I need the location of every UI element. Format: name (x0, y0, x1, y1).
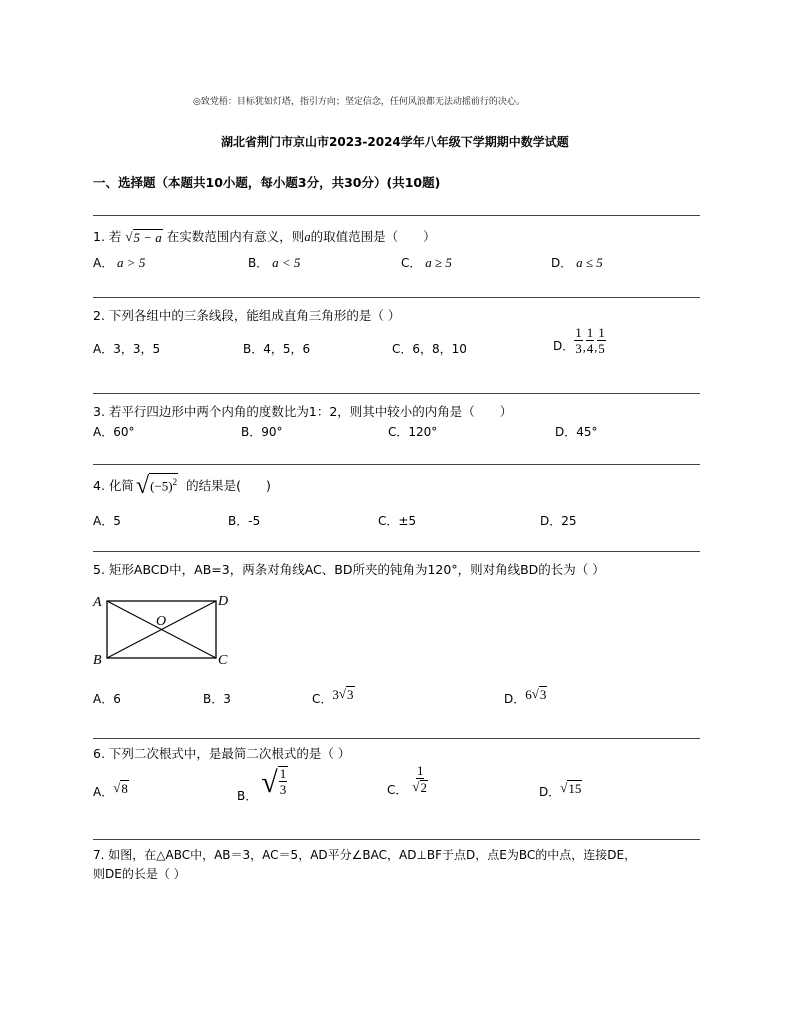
q4-exponent: 2 (172, 477, 178, 487)
option-label: C． (312, 692, 333, 706)
q4-option-c[interactable] (378, 512, 416, 529)
q4-prefix: 4. 化简 (93, 478, 134, 493)
option-label: D． (540, 514, 562, 528)
question-6-stem: 6. 下列二次根式中，是最简二次根式的是（ ） (93, 746, 351, 761)
q6-option-c[interactable] (387, 763, 429, 797)
q4-radicand: (−5) (150, 478, 173, 494)
denominator: 3 (575, 341, 582, 356)
q1-option-a[interactable] (93, 254, 145, 271)
option-text: 60° (113, 425, 135, 439)
option-label: B． (243, 342, 264, 356)
option-text: 5 (113, 514, 121, 528)
option-label: A． (93, 785, 114, 799)
option-label: D． (551, 256, 573, 270)
radicand: 3 (539, 687, 547, 702)
divider (93, 738, 700, 739)
numerator: 1 (279, 766, 287, 781)
question-4-stem (93, 473, 271, 500)
q5-option-c[interactable] (312, 686, 355, 706)
option-label: B． (248, 256, 269, 270)
option-text: ±5 (398, 514, 417, 528)
option-label: B． (241, 425, 262, 439)
radical: √ 8 (113, 780, 128, 796)
option-text: 3，3，5 (113, 342, 161, 356)
option-label: A． (93, 425, 114, 439)
question-1-stem (93, 227, 436, 246)
q1-suffix: 在实数范围内有意义，则 (166, 229, 305, 244)
option-math: a < 5 (272, 255, 301, 270)
divider (93, 297, 700, 298)
option-label: C． (378, 514, 399, 528)
option-text: 4，5，6 (263, 342, 311, 356)
option-label: B． (228, 514, 249, 528)
coefficient: 6 (525, 687, 532, 702)
q1-var: a (304, 230, 311, 244)
option-label: A． (93, 692, 114, 706)
option-text: 6 (113, 692, 121, 706)
question-2-stem: 2. 下列各组中的三条线段，能组成直角三角形的是（ ） (93, 308, 401, 323)
denominator: 4 (586, 341, 594, 356)
option-text: 90° (261, 425, 283, 439)
fraction (574, 326, 583, 355)
motto-line: ◎致党梧：目标犹如灯塔，指引方向；坚定信念，任何风浪都无法动摇前行的决心。 (193, 97, 525, 107)
separator: , (594, 340, 598, 354)
option-label: C． (401, 256, 422, 270)
radical: √ $\frac{1}{3}$ (261, 766, 287, 799)
label-d: D (218, 594, 229, 609)
option-label: D． (553, 339, 575, 353)
divider (93, 839, 700, 840)
radicand: 15 (568, 781, 582, 796)
q2-option-b[interactable] (243, 340, 310, 357)
option-math: a ≥ 5 (425, 255, 452, 270)
q6-option-b[interactable] (237, 766, 288, 803)
option-label: C． (387, 783, 408, 797)
fraction (279, 767, 288, 796)
option-label: C． (392, 342, 413, 356)
q4-option-b[interactable] (228, 512, 260, 529)
question-7-line-2: 则DE的长是（ ） (93, 867, 186, 881)
q1-option-d[interactable] (551, 254, 603, 271)
q4-suffix: 的结果是( ) (186, 478, 271, 493)
option-label: D． (539, 785, 561, 799)
radical: √ 2 (412, 779, 428, 795)
option-text: 45° (576, 425, 598, 439)
divider (93, 393, 700, 394)
q4-option-a[interactable] (93, 512, 121, 529)
option-text: 120° (408, 425, 438, 439)
numerator: 1 (598, 325, 605, 340)
q4-option-d[interactable] (540, 512, 577, 529)
option-text: 25 (561, 514, 577, 528)
option-label: A． (93, 342, 114, 356)
fraction (411, 764, 429, 794)
label-b: B (93, 653, 102, 668)
option-label: C． (388, 425, 409, 439)
fraction (586, 325, 598, 356)
option-math: a > 5 (117, 255, 146, 270)
radicand: 8 (121, 781, 128, 796)
question-3-stem: 3. 若平行四边形中两个内角的度数比为1：2，则其中较小的内角是（ ） (93, 404, 513, 419)
q3-option-d[interactable] (555, 423, 598, 440)
option-math: a ≤ 5 (576, 255, 603, 270)
q5-option-d[interactable] (504, 686, 547, 706)
q2-option-d[interactable] (553, 326, 606, 355)
q2-option-a[interactable] (93, 340, 160, 357)
q5-option-b[interactable] (203, 690, 231, 707)
q1-suffix2: 的取值范围是（ ） (310, 229, 436, 244)
label-o: O (156, 614, 167, 629)
divider (93, 215, 700, 216)
numerator: 1 (575, 325, 582, 340)
radical: √ 3 (338, 686, 354, 702)
label-c: C (218, 653, 228, 668)
label-a: A (93, 595, 102, 610)
q2-option-c[interactable] (392, 340, 467, 357)
q3-option-b[interactable] (241, 423, 283, 440)
divider (93, 464, 700, 465)
numerator: 1 (586, 325, 594, 340)
coefficient: 3 (332, 687, 339, 702)
option-label: B． (237, 789, 258, 803)
q1-radical: √ 5 − a (125, 229, 162, 245)
q1-option-c[interactable] (401, 254, 452, 271)
option-text: 6，8，10 (412, 342, 467, 356)
radical: √ 3 (531, 686, 547, 702)
radical: √ 15 (560, 780, 582, 796)
option-label: A． (93, 514, 114, 528)
separator: , (582, 340, 586, 354)
q1-option-b[interactable] (248, 254, 300, 271)
fraction (597, 326, 606, 355)
q3-option-a[interactable] (93, 423, 135, 440)
divider (93, 551, 700, 552)
denominator: 5 (598, 341, 605, 356)
section-heading: 一、选择题（本题共10小题，每小题3分，共30分）(共10题) (93, 175, 441, 190)
q1-prefix: 1. 若 (93, 229, 122, 244)
q6-option-a[interactable] (93, 780, 129, 797)
option-label: A． (93, 256, 114, 270)
radicand: 2 (420, 780, 428, 795)
rectangle-figure (90, 590, 240, 670)
page-title: 湖北省荆门市京山市2023-2024学年八年级下学期期中数学试题 (221, 135, 569, 149)
numerator: 1 (416, 763, 424, 778)
option-text: -5 (248, 514, 261, 528)
option-label: D． (555, 425, 577, 439)
question-7-line-1: 7. 如图，在△ABC中，AB＝3，AC＝5，AD平分∠BAC，AD⊥BF于点D，点E为BC的中点，连接DE， (93, 848, 637, 862)
option-text: 3 (223, 692, 231, 706)
q4-radical: √ $(-5)^2$ (135, 473, 178, 499)
radicand: 3 (347, 687, 354, 702)
q3-option-c[interactable] (388, 423, 437, 440)
question-5-stem: 5. 矩形ABCD中，AB=3，两条对角线AC、BD所夹的钝角为120°，则对角线BD的长为（ ） (93, 562, 605, 577)
denominator: 3 (279, 782, 287, 797)
q1-radicand: 5 − a (133, 230, 162, 245)
q6-option-d[interactable] (539, 780, 582, 797)
q5-option-a[interactable] (93, 690, 121, 707)
option-label: B． (203, 692, 224, 706)
option-label: D． (504, 692, 526, 706)
